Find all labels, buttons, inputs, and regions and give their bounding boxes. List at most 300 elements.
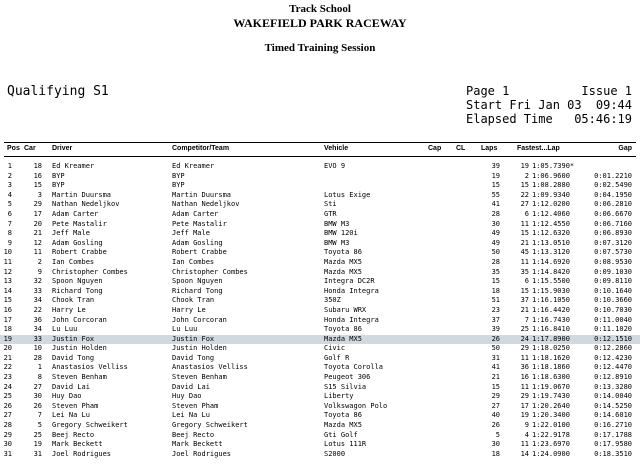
cell-fastest-lap-number: 15 (520, 229, 529, 238)
cell-fastest-lap-number: 37 (520, 296, 529, 305)
table-row (0, 296, 640, 306)
cell-car: 5 (37, 421, 42, 430)
cell-driver: Adam Carter (52, 209, 99, 218)
cell-laps: 50 (491, 344, 500, 353)
cell-fastest-time: 1:12.6320 (532, 229, 570, 238)
cell-vehicle: Mazda MX5 (324, 257, 362, 266)
cell-vehicle: Toyota 86 (324, 411, 362, 420)
cell-team: Martin Duursma (172, 190, 232, 199)
cell-laps: 39 (491, 162, 500, 170)
cell-fastest-lap-number: 11 (520, 257, 529, 266)
session-name: Qualifying S1 (7, 84, 109, 99)
cell-laps: 50 (491, 248, 500, 257)
cell-team: Lu Luu (172, 325, 198, 334)
cell-fastest-time: 1:06.9600 (532, 171, 570, 180)
cell-vehicle: Subaru WRX (324, 305, 367, 314)
cell-gap: 0:17.9580 (594, 440, 632, 449)
table-row (0, 344, 640, 354)
cell-gap: 0:02.5490 (594, 181, 632, 190)
cell-fastest-time: 1:05.7390* (532, 162, 575, 170)
cell-fastest-time: 1:16.8410 (532, 325, 570, 334)
cell-vehicle: Peugeot 306 (324, 373, 371, 382)
table-row (0, 287, 640, 297)
cell-vehicle: Civic (324, 344, 346, 353)
cell-laps: 21 (491, 373, 500, 382)
cell-team: Adam Gosling (172, 238, 223, 247)
cell-driver: Huy Dao (52, 392, 82, 401)
cell-car: 19 (33, 440, 42, 449)
table-row (0, 402, 640, 412)
cell-car: 7 (37, 411, 42, 420)
cell-team: Justin Fox (172, 334, 215, 343)
table-header (0, 144, 640, 156)
cell-car: 26 (33, 401, 42, 410)
cell-car: 17 (33, 209, 42, 218)
cell-pos: 12 (3, 267, 12, 276)
col-fastest-lap: Fastest...Lap (517, 145, 560, 152)
table-row (0, 450, 640, 460)
cell-team: Steven Benham (172, 373, 227, 382)
cell-fastest-time: 1:16.4420 (532, 305, 570, 314)
cell-gap: 0:16.2710 (594, 421, 632, 430)
cell-team: Ian Combes (172, 257, 215, 266)
cell-laps: 18 (491, 449, 500, 458)
cell-pos: 23 (3, 373, 12, 382)
cell-driver: John Corcoran (52, 315, 107, 324)
cell-vehicle: Lotus 111R (324, 440, 367, 449)
table-row (0, 229, 640, 239)
cell-pos: 13 (3, 277, 12, 286)
cell-team: Lei Na Lu (172, 411, 210, 420)
cell-team: Harry Le (172, 305, 206, 314)
cell-fastest-lap-number: 16 (520, 373, 529, 382)
cell-fastest-time: 1:18.6300 (532, 373, 570, 382)
start-time: 09:44 (595, 98, 632, 112)
cell-car: 28 (33, 353, 42, 362)
cell-fastest-lap-number: 29 (520, 392, 529, 401)
cell-vehicle: 350Z (324, 296, 341, 305)
cell-car: 33 (33, 286, 42, 295)
cell-fastest-lap-number: 4 (524, 430, 529, 439)
table-row (0, 421, 640, 431)
elapsed-value: 05:46:19 (574, 112, 632, 126)
cell-driver: Beej Recto (52, 430, 95, 439)
cell-laps: 5 (495, 430, 500, 439)
cell-fastest-time: 1:13.0510 (532, 238, 570, 247)
document-title: Track School (289, 3, 351, 15)
col-pos: Pos (7, 145, 20, 152)
cell-team: David Tong (172, 353, 215, 362)
cell-fastest-lap-number: 15 (520, 286, 529, 295)
cell-fastest-time: 1:09.9340 (532, 190, 570, 199)
cell-team: Christopher Combes (172, 267, 248, 276)
cell-team: David Lai (172, 382, 210, 391)
cell-gap: 0:12.1510 (594, 334, 632, 343)
table-row-highlighted (0, 335, 640, 345)
cell-fastest-lap-number: 11 (520, 440, 529, 449)
cell-gap: 0:07.3120 (594, 238, 632, 247)
cell-fastest-time: 1:15.9030 (532, 286, 570, 295)
cell-pos: 21 (3, 353, 12, 362)
cell-gap: 0:14.0040 (594, 392, 632, 401)
cell-team: Mark Beckett (172, 440, 223, 449)
cell-laps: 51 (491, 296, 500, 305)
cell-laps: 15 (491, 181, 500, 190)
cell-car: 12 (33, 238, 42, 247)
cell-pos: 30 (3, 440, 12, 449)
cell-fastest-time: 1:20.3400 (532, 411, 570, 420)
cell-team: Ed Kreamer (172, 162, 215, 170)
cell-vehicle: Toyota Corolla (324, 363, 384, 372)
table-row (0, 268, 640, 278)
cell-team: Huy Dao (172, 392, 202, 401)
cell-fastest-time: 1:08.2880 (532, 181, 570, 190)
cell-vehicle: Mazda MX5 (324, 267, 362, 276)
cell-gap: 0:08.9530 (594, 257, 632, 266)
cell-gap: 0:06.7160 (594, 219, 632, 228)
cell-team: Spoon Nguyen (172, 277, 223, 286)
col-gap: Gap (618, 145, 632, 152)
cell-vehicle: Honda Integra (324, 315, 379, 324)
cell-gap: 0:11.0040 (594, 315, 632, 324)
cell-pos: 27 (3, 411, 12, 420)
cell-laps: 39 (491, 325, 500, 334)
cell-fastest-time: 1:22.9178 (532, 430, 570, 439)
table-row (0, 277, 640, 287)
cell-vehicle: Gti Golf (324, 430, 358, 439)
cell-pos: 29 (3, 430, 12, 439)
cell-fastest-lap-number: 22 (520, 190, 529, 199)
cell-laps: 26 (491, 421, 500, 430)
cell-vehicle: Sti (324, 200, 337, 209)
cell-pos: 14 (3, 286, 12, 295)
cell-vehicle: Mazda MX5 (324, 421, 362, 430)
table-row (0, 411, 640, 421)
cell-car: 29 (33, 200, 42, 209)
cell-pos: 2 (7, 171, 12, 180)
results-table (0, 162, 640, 459)
header-top-rule (4, 142, 636, 143)
cell-fastest-time: 1:18.0250 (532, 344, 570, 353)
cell-fastest-lap-number: 2 (524, 171, 529, 180)
page-label: Page 1 (466, 84, 510, 98)
cell-gap: 0:09.8110 (594, 277, 632, 286)
cell-driver: Robert Crabbe (52, 248, 107, 257)
cell-laps: 15 (491, 382, 500, 391)
cell-laps: 41 (491, 200, 500, 209)
cell-pos: 5 (7, 200, 12, 209)
cell-pos: 17 (3, 315, 12, 324)
cell-fastest-time: 1:15.5500 (532, 277, 570, 286)
cell-car: 15 (33, 181, 42, 190)
table-row (0, 440, 640, 450)
cell-fastest-lap-number: 17 (520, 401, 529, 410)
cell-driver: Nathan Nedeljkov (52, 200, 120, 209)
cell-laps: 41 (491, 363, 500, 372)
cell-laps: 35 (491, 267, 500, 276)
cell-gap: 0:17.1788 (594, 430, 632, 439)
cell-driver: Justin Holden (52, 344, 107, 353)
cell-fastest-lap-number: 36 (520, 363, 529, 372)
col-car: Car (24, 145, 36, 152)
cell-laps: 49 (491, 229, 500, 238)
cell-fastest-time: 1:14.6920 (532, 257, 570, 266)
cell-driver: Lu Luu (52, 325, 78, 334)
cell-vehicle: Toyota 86 (324, 248, 362, 257)
cell-fastest-time: 1:18.1620 (532, 353, 570, 362)
cell-car: 11 (33, 248, 42, 257)
cell-gap: 0:10.3660 (594, 296, 632, 305)
table-row (0, 258, 640, 268)
cell-pos: 22 (3, 363, 12, 372)
cell-laps: 31 (491, 353, 500, 362)
cell-fastest-lap-number: 45 (520, 248, 529, 257)
cell-laps: 19 (491, 171, 500, 180)
cell-vehicle: Mazda MX5 (324, 334, 362, 343)
cell-fastest-lap-number: 11 (520, 382, 529, 391)
cell-fastest-time: 1:12.0200 (532, 200, 570, 209)
cell-team: Joel Rodrigues (172, 449, 232, 458)
cell-car: 25 (33, 430, 42, 439)
cell-gap: 0:12.4230 (594, 353, 632, 362)
cell-laps: 37 (491, 315, 500, 324)
cell-driver: Steven Pham (52, 401, 99, 410)
cell-car: 2 (37, 257, 42, 266)
cell-team: Chook Tran (172, 296, 215, 305)
cell-fastest-lap-number: 29 (520, 344, 529, 353)
cell-vehicle: Integra DC2R (324, 277, 375, 286)
cell-car: 30 (33, 392, 42, 401)
cell-vehicle: Toyota 86 (324, 325, 362, 334)
cell-gap: 0:09.1030 (594, 267, 632, 276)
cell-pos: 25 (3, 392, 12, 401)
cell-driver: Richard Tong (52, 286, 103, 295)
cell-fastest-lap-number: 35 (520, 267, 529, 276)
table-row (0, 431, 640, 441)
cell-vehicle: EVO 9 (324, 162, 346, 170)
cell-gap: 0:01.2210 (594, 171, 632, 180)
cell-car: 3 (37, 190, 42, 199)
cell-car: 10 (33, 344, 42, 353)
cell-pos: 9 (7, 238, 12, 247)
cell-vehicle: S15 Silvia (324, 382, 367, 391)
cell-vehicle: Golf R (324, 353, 350, 362)
cell-team: Gregory Schweikert (172, 421, 248, 430)
table-row (0, 191, 640, 201)
cell-team: Robert Crabbe (172, 248, 227, 257)
cell-gap: 0:18.3510 (594, 449, 632, 458)
cell-fastest-time: 1:13.3120 (532, 248, 570, 257)
cell-car: 16 (33, 171, 42, 180)
cell-vehicle: BMW 120i (324, 229, 358, 238)
cell-car: 9 (37, 267, 42, 276)
cell-gap: 0:12.8910 (594, 373, 632, 382)
cell-pos: 6 (7, 209, 12, 218)
cell-fastest-time: 1:24.0900 (532, 449, 570, 458)
cell-vehicle: Honda Integra (324, 286, 379, 295)
cell-driver: Gregory Schweikert (52, 421, 128, 430)
cell-fastest-time: 1:22.0100 (532, 421, 570, 430)
cell-fastest-lap-number: 21 (520, 305, 529, 314)
cell-car: 34 (33, 325, 42, 334)
cell-driver: Adam Gosling (52, 238, 103, 247)
cell-fastest-time: 1:23.6970 (532, 440, 570, 449)
cell-team: Beej Recto (172, 430, 215, 439)
cell-pos: 4 (7, 190, 12, 199)
cell-gap: 0:11.1020 (594, 325, 632, 334)
cell-gap: 0:12.4470 (594, 363, 632, 372)
cell-fastest-time: 1:16.7430 (532, 315, 570, 324)
col-competitor: Competitor/Team (172, 145, 230, 152)
table-row (0, 373, 640, 383)
cell-laps: 26 (491, 334, 500, 343)
cell-car: 32 (33, 277, 42, 286)
cell-gap: 0:06.8930 (594, 229, 632, 238)
cell-team: Steven Pham (172, 401, 219, 410)
cell-driver: Justin Fox (52, 334, 95, 343)
header-bottom-rule (4, 156, 636, 157)
cell-laps: 28 (491, 257, 500, 266)
col-cap: Cap (428, 145, 442, 152)
cell-driver: Martin Duursma (52, 190, 112, 199)
cell-pos: 10 (3, 248, 12, 257)
cell-gap: 0:10.7030 (594, 305, 632, 314)
cell-pos: 1 (7, 162, 12, 170)
cell-laps: 15 (491, 277, 500, 286)
cell-car: 21 (33, 229, 42, 238)
table-row (0, 172, 640, 182)
cell-driver: David Lai (52, 382, 90, 391)
cell-team: BYP (172, 171, 185, 180)
cell-driver: Joel Rodrigues (52, 449, 112, 458)
cell-fastest-time: 1:12.4550 (532, 219, 570, 228)
cell-pos: 31 (3, 449, 12, 458)
cell-gap: 0:14.5250 (594, 401, 632, 410)
cell-laps: 27 (491, 401, 500, 410)
cell-fastest-time: 1:14.8420 (532, 267, 570, 276)
cell-gap: 0:06.6670 (594, 209, 632, 218)
cell-fastest-time: 1:19.7430 (532, 392, 570, 401)
cell-car: 18 (33, 162, 42, 170)
cell-gap: 0:07.5730 (594, 248, 632, 257)
cell-driver: Pete Mastalir (52, 219, 107, 228)
cell-driver: Steven Benham (52, 373, 107, 382)
table-row (0, 162, 640, 172)
venue-title: WAKEFIELD PARK RACEWAY (233, 16, 407, 30)
table-row (0, 392, 640, 402)
cell-driver: BYP (52, 181, 65, 190)
cell-driver: Mark Beckett (52, 440, 103, 449)
cell-laps: 29 (491, 392, 500, 401)
cell-laps: 40 (491, 411, 500, 420)
table-row (0, 383, 640, 393)
cell-gap: 0:12.2860 (594, 344, 632, 353)
cell-driver: Jeff Male (52, 229, 90, 238)
col-laps: Laps (481, 145, 498, 152)
cell-team: Jeff Male (172, 229, 210, 238)
col-cl: CL (456, 145, 466, 152)
cell-pos: 11 (3, 257, 12, 266)
cell-driver: Ian Combes (52, 257, 95, 266)
cell-fastest-time: 1:19.0670 (532, 382, 570, 391)
cell-pos: 3 (7, 181, 12, 190)
cell-fastest-lap-number: 24 (520, 334, 529, 343)
cell-fastest-lap-number: 15 (520, 181, 529, 190)
cell-gap: 0:14.6010 (594, 411, 632, 420)
cell-fastest-lap-number: 11 (520, 353, 529, 362)
cell-team: Anastasios Velliss (172, 363, 248, 372)
cell-driver: Chook Tran (52, 296, 95, 305)
cell-pos: 7 (7, 219, 12, 228)
cell-fastest-lap-number: 19 (520, 162, 529, 170)
cell-fastest-lap-number: 11 (520, 219, 529, 228)
cell-fastest-time: 1:20.2640 (532, 401, 570, 410)
table-row (0, 306, 640, 316)
cell-driver: Ed Kreamer (52, 162, 95, 170)
table-row (0, 325, 640, 335)
cell-car: 34 (33, 296, 42, 305)
col-vehicle: Vehicle (324, 145, 349, 152)
table-row (0, 239, 640, 249)
cell-team: Richard Tong (172, 286, 223, 295)
cell-car: 8 (37, 373, 42, 382)
cell-gap: 0:04.1950 (594, 190, 632, 199)
cell-driver: David Tong (52, 353, 95, 362)
cell-laps: 30 (491, 219, 500, 228)
table-row (0, 363, 640, 373)
cell-pos: 15 (3, 296, 12, 305)
cell-laps: 55 (491, 190, 500, 199)
cell-pos: 20 (3, 344, 12, 353)
cell-fastest-lap-number: 6 (524, 277, 529, 286)
cell-vehicle: Liberty (324, 392, 354, 401)
cell-pos: 18 (3, 325, 12, 334)
cell-car: 22 (33, 305, 42, 314)
table-row (0, 354, 640, 364)
cell-fastest-lap-number: 9 (524, 421, 529, 430)
cell-fastest-lap-number: 19 (520, 411, 529, 420)
cell-gap: 0:13.3280 (594, 382, 632, 391)
cell-fastest-lap-number: 6 (524, 209, 529, 218)
cell-fastest-lap-number: 27 (520, 200, 529, 209)
table-row (0, 200, 640, 210)
cell-fastest-time: 1:17.8900 (532, 334, 570, 343)
start-label: Start Fri Jan 03 (466, 98, 582, 112)
cell-vehicle: BMW M3 (324, 238, 350, 247)
cell-team: John Corcoran (172, 315, 227, 324)
cell-team: BYP (172, 181, 185, 190)
issue-label: Issue 1 (581, 84, 632, 98)
cell-team: Nathan Nedeljkov (172, 200, 240, 209)
cell-car: 33 (33, 334, 42, 343)
cell-pos: 24 (3, 382, 12, 391)
table-row (0, 316, 640, 326)
cell-car: 20 (33, 219, 42, 228)
cell-car: 27 (33, 382, 42, 391)
cell-driver: Harry Le (52, 305, 86, 314)
cell-fastest-lap-number: 21 (520, 238, 529, 247)
cell-laps: 18 (491, 286, 500, 295)
cell-vehicle: Volkswagon Polo (324, 401, 388, 410)
table-row (0, 220, 640, 230)
cell-driver: Lei Na Lu (52, 411, 90, 420)
cell-driver: Spoon Nguyen (52, 277, 103, 286)
elapsed-label: Elapsed Time (466, 112, 553, 126)
table-row (0, 248, 640, 258)
cell-fastest-time: 1:18.1860 (532, 363, 570, 372)
cell-pos: 19 (3, 334, 12, 343)
cell-pos: 28 (3, 421, 12, 430)
